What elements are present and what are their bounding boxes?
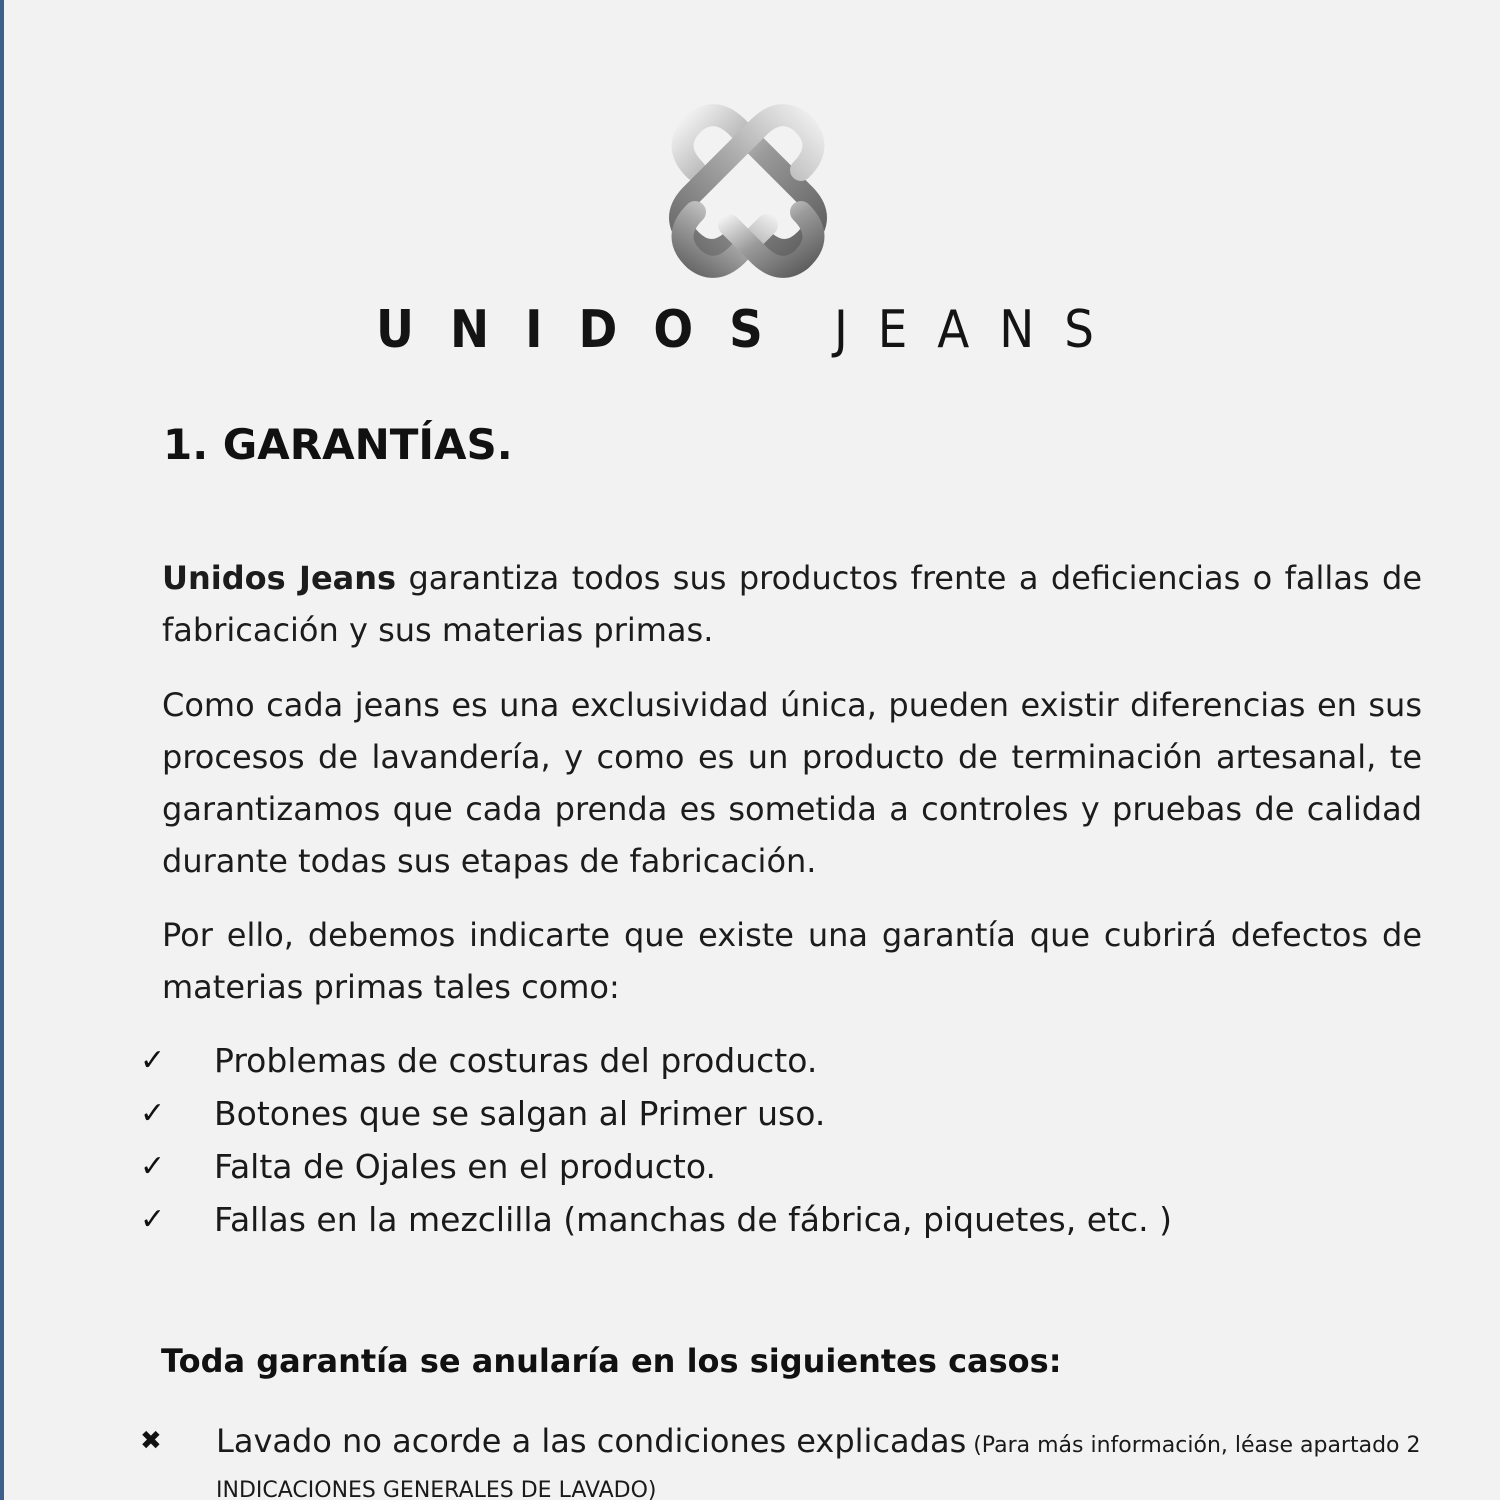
list-item-text: Falta de Ojales en el producto. [214, 1147, 716, 1186]
void-cases-heading: Toda garantía se anularía en los siguientes casos: [161, 1342, 1062, 1380]
brand-wordmark [0, 300, 1500, 366]
section-title: 1. GARANTÍAS. [163, 420, 513, 469]
check-icon: ✓ [140, 1096, 166, 1131]
paragraph-intro-text: garantiza todos sus productos frente a deficiencias o fallas de fabricación y sus materias primas. [162, 559, 1423, 649]
list-item [140, 1087, 1172, 1140]
void-item-note: (Para más información, léase apartado 2 INDICACIONES GENERALES DE LAVADO) [216, 1433, 1421, 1500]
list-item [140, 1193, 1172, 1246]
list-item-text: Botones que se salgan al Primer uso. [214, 1094, 826, 1133]
list-item [140, 1140, 1172, 1193]
list-item [140, 1034, 1172, 1087]
check-icon: ✓ [140, 1202, 166, 1237]
list-item-text: Problemas de costuras del producto. [214, 1041, 818, 1080]
paragraph-coverage: Por ello, debemos indicarte que existe una garantía que cubrirá defectos de materias primas tales como: [162, 916, 1422, 1006]
void-cases-list [140, 1420, 1430, 1500]
page-edge [0, 0, 4, 1500]
cross-icon: ✖ [140, 1426, 162, 1456]
brand-word-jeans: JEANS [833, 300, 1124, 360]
paragraph-intro [162, 552, 1422, 656]
brand-name-bold: Unidos Jeans [162, 559, 397, 597]
covered-defects-list [140, 1034, 1172, 1246]
check-icon: ✓ [140, 1043, 166, 1078]
void-item-main: Lavado no acorde a las condiciones explicadas [216, 1422, 967, 1460]
list-item [140, 1420, 1430, 1500]
paragraph-exclusivity: Como cada jeans es una exclusividad única, pueden existir diferencias en sus procesos de lavandería, y como es un producto de terminación artesanal, te garantizamos que cada prenda es sometida a controles y pruebas de calidad durante todas sus etapas de fabricación. [162, 686, 1422, 880]
interlocking-knot-logo-icon [655, 100, 841, 282]
list-item-text [216, 1420, 1430, 1500]
check-icon: ✓ [140, 1149, 166, 1184]
brand-word-unidos: UNIDOS [376, 300, 799, 360]
list-item-text: Fallas en la mezclilla (manchas de fábrica, piquetes, etc. ) [214, 1200, 1172, 1239]
